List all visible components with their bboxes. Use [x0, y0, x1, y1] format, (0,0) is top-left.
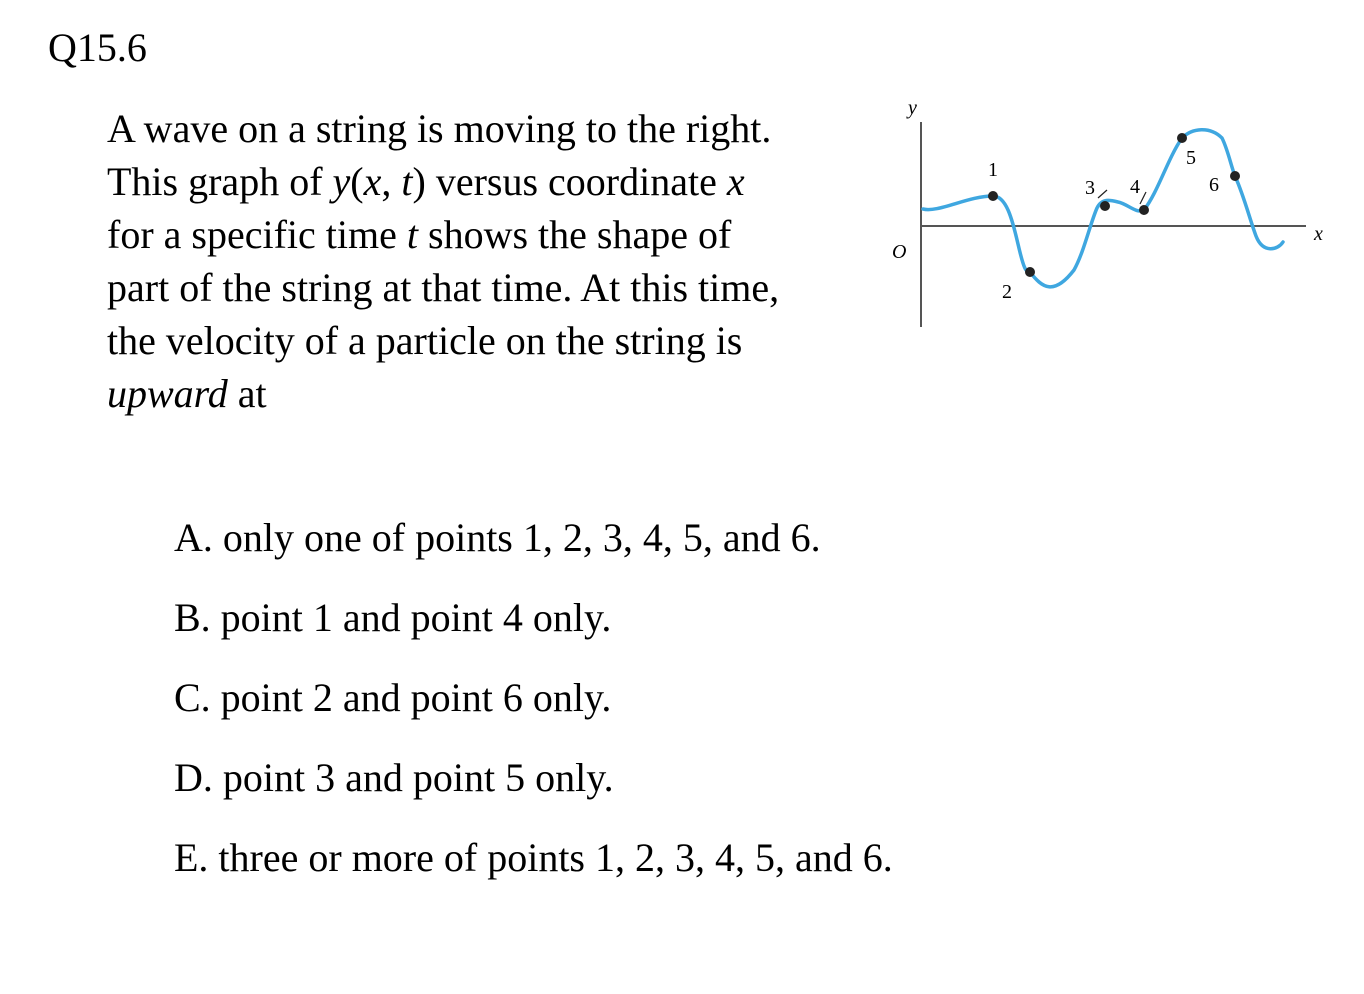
answer-choices	[174, 515, 893, 915]
wave-graph	[878, 92, 1348, 342]
stem-line-2: This graph of y(x, t) versus coordinate x	[107, 159, 745, 204]
wave-figure	[878, 92, 1348, 342]
stem-line-3: for a specific time t shows the shape of	[107, 212, 732, 257]
choice-e[interactable]: E. three or more of points 1, 2, 3, 4, 5, and 6.	[174, 835, 893, 880]
x-axis-label: x	[1314, 223, 1323, 245]
point-1-label: 1	[988, 159, 998, 181]
y-axis-label: y	[908, 97, 917, 119]
point-4-marker	[1139, 205, 1149, 215]
label-4-leader	[1140, 192, 1146, 204]
stem-line-5: the velocity of a particle on the string is	[107, 318, 743, 363]
choice-c[interactable]: C. point 2 and point 6 only.	[174, 675, 612, 720]
point-4-label: 4	[1130, 176, 1140, 198]
label-3-leader	[1098, 190, 1107, 198]
choice-a[interactable]: A. only one of points 1, 2, 3, 4, 5, and 6.	[174, 515, 821, 560]
question-stem	[107, 102, 779, 420]
point-3-label: 3	[1085, 177, 1095, 199]
point-3-marker	[1100, 201, 1110, 211]
point-5-label: 5	[1186, 147, 1196, 169]
stem-line-6: upward at	[107, 371, 267, 416]
point-2-marker	[1025, 267, 1035, 277]
point-5-marker	[1177, 133, 1187, 143]
point-1-marker	[988, 191, 998, 201]
choice-d[interactable]: D. point 3 and point 5 only.	[174, 755, 614, 800]
stem-line-4: part of the string at that time. At this time,	[107, 265, 780, 310]
choice-b[interactable]: B. point 1 and point 4 only.	[174, 595, 612, 640]
origin-label: O	[892, 241, 907, 263]
point-6-label: 6	[1209, 174, 1219, 196]
point-6-marker	[1230, 171, 1240, 181]
point-2-label: 2	[1002, 281, 1012, 303]
question-id: Q15.6	[48, 25, 147, 70]
stem-line-1: A wave on a string is moving to the right.	[107, 106, 772, 151]
